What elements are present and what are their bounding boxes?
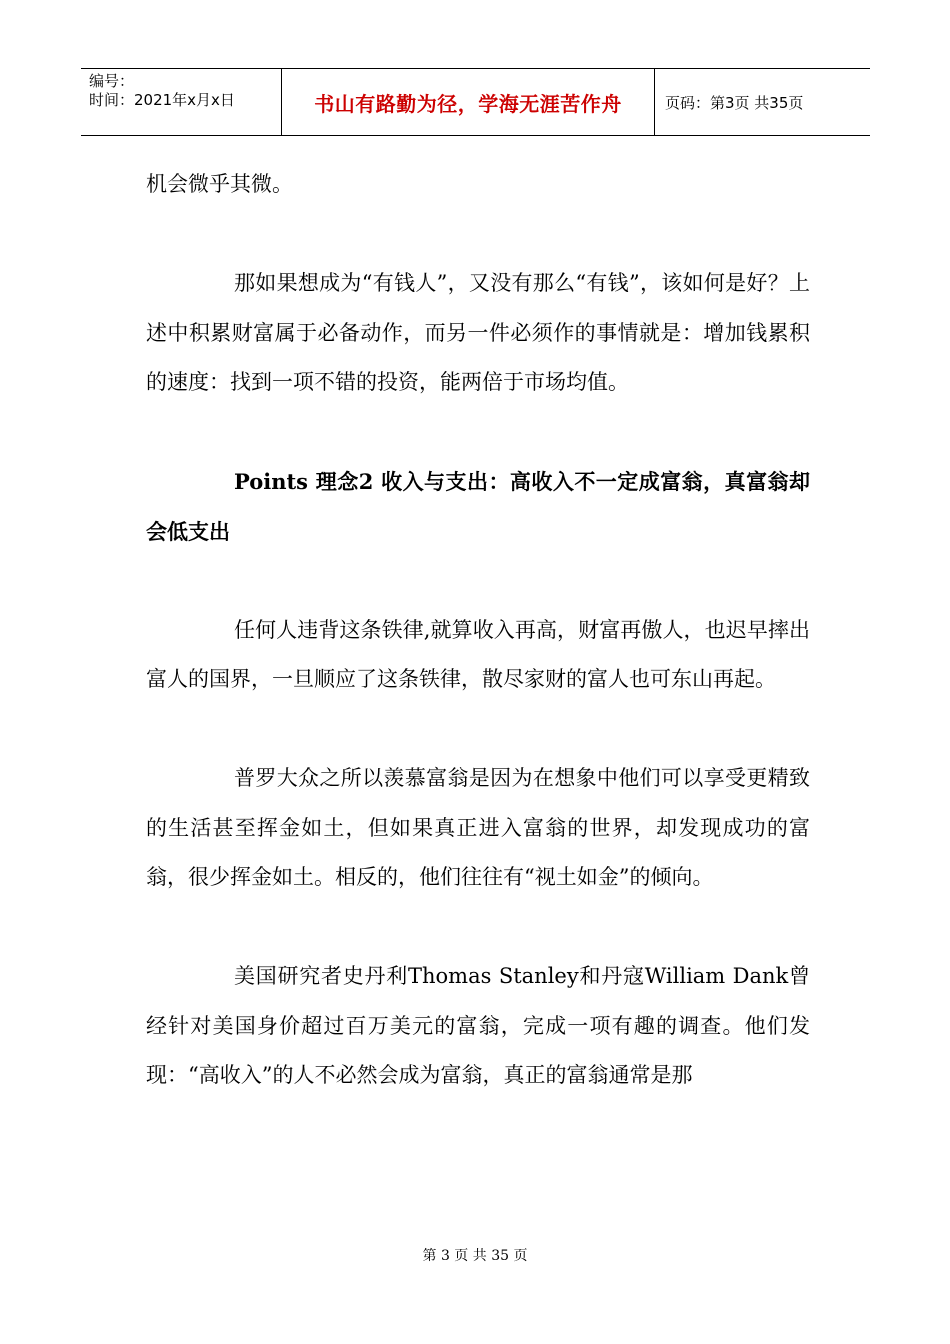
- header-info-cell: [81, 69, 282, 135]
- paragraph: 美国研究者史丹利Thomas Stanley和丹寇William Dank曾经针对美国身价超过百万美元的富翁，完成一项有趣的调查。他们发现：“高收入”的人不必然会成为富翁，真正的富翁通常是那: [146, 964, 810, 1087]
- header-page-cell: [655, 69, 870, 135]
- document-body: [146, 160, 810, 1101]
- paragraph: 普罗大众之所以羡慕富翁是因为在想象中他们可以享受更精致的生活甚至挥金如土，但如果真正进入富翁的世界，却发现成功的富翁，很少挥金如土。相反的，他们往往有“视土如金”的倾向。: [146, 766, 810, 889]
- paragraph: 任何人违背这条铁律,就算收入再高，财富再傲人，也迟早摔出富人的国界，一旦顺应了这条铁律，散尽家财的富人也可东山再起。: [146, 617, 810, 691]
- page-header: [81, 68, 870, 136]
- page-footer: [0, 1245, 950, 1265]
- document-date-label: 时间：2021年x月x日: [89, 91, 235, 109]
- document-number-label: 编号：: [89, 72, 135, 90]
- section-heading: Points 理念2 收入与支出：高收入不一定成富翁，真富翁却会低支出: [146, 469, 810, 544]
- paragraph: 那如果想成为“有钱人”，又没有那么“有钱”，该如何是好？上述中积累财富属于必备动作，而另一件必须作的事情就是：增加钱累积的速度：找到一项不错的投资，能两倍于市场均值。: [146, 271, 810, 394]
- header-motto-cell: [282, 69, 655, 135]
- header-motto: 书山有路勤为径，学海无涯苦作舟: [314, 91, 622, 116]
- header-page-number: 页码：第3页 共35页: [665, 93, 804, 112]
- paragraph-continuation: 机会微乎其微。: [146, 172, 293, 196]
- footer-page-number: 第 3 页 共 35 页: [422, 1248, 528, 1264]
